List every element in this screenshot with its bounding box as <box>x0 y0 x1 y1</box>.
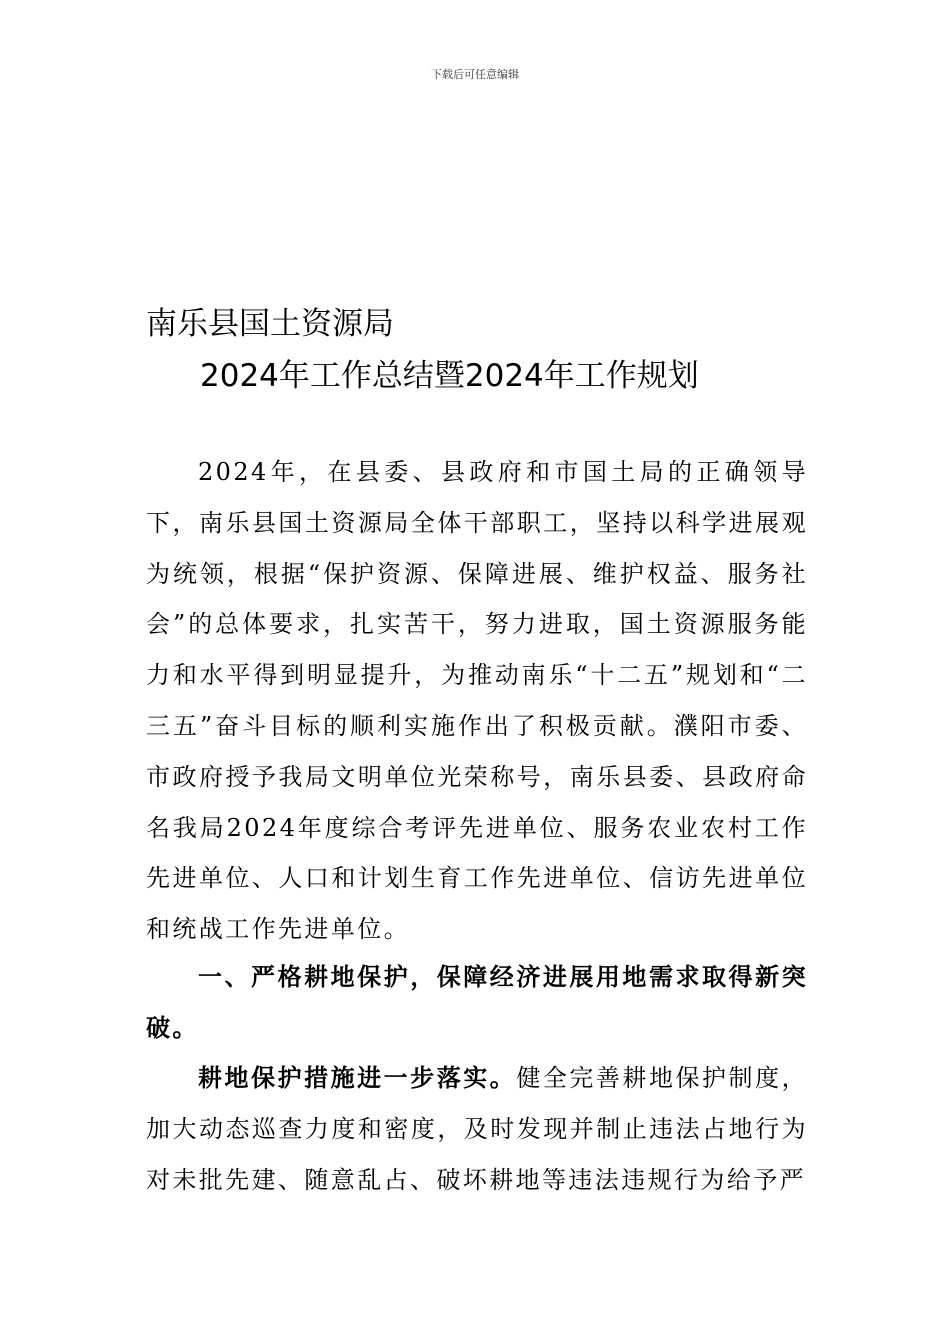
document-title-line1: 南乐县国土资源局 <box>146 306 394 342</box>
intro-paragraph-block <box>146 447 808 955</box>
section1-body: 健全完善耕地保护制度，加大动态巡查力度和密度，及时发现并制止违法占地行为对未批先建、随意乱占、破坏耕地等违法违规行为给予严 <box>146 1064 808 1194</box>
page-header-note: 下载后可任意编辑 <box>431 68 519 81</box>
intro-paragraph: 2024年，在县委、县政府和市国土局的正确领导下，南乐县国土资源局全体干部职工，坚持以科学进展观为统领，根据“保护资源、保障进展、维护权益、服务社会”的总体要求，扎实苦干，努力进取，国土资源服务能力和水平得到明显提升，为推动南乐“十二五”规划和“二三五”奋斗目标的顺利实施作出了积极贡献。濮阳市委、市政府授予我局文明单位光荣称号，南乐县委、县政府命名我局2024年度综合考评先进单位、服务农业农村工作先进单位、人口和计划生育工作先进单位、信访先进单位和统战工作先进单位。 <box>146 458 808 944</box>
section1-lead: 耕地保护措施进一步落实。 <box>198 1064 517 1092</box>
section1-paragraph-block <box>146 1053 808 1205</box>
section1-heading-block <box>146 952 808 1054</box>
section1-paragraph <box>146 1053 808 1205</box>
document-title-line2: 2024年工作总结暨2024年工作规划 <box>200 358 699 394</box>
section1-heading: 一、严格耕地保护，保障经济进展用地需求取得新突破。 <box>146 963 808 1042</box>
